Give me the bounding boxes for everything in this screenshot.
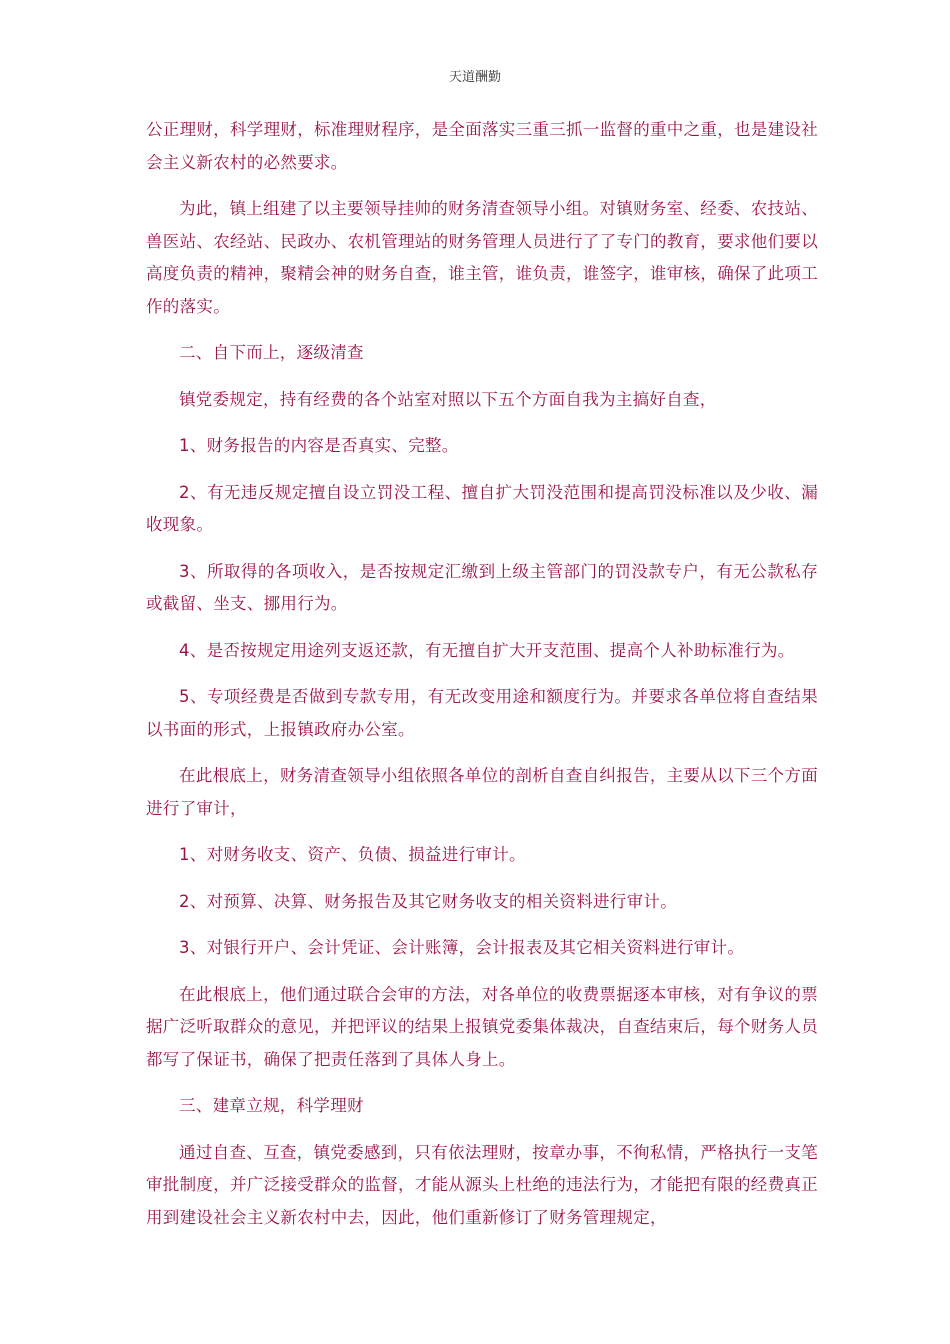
list-item: 1、财务报告的内容是否真实、完整。 xyxy=(179,436,459,455)
paragraph: 为此，镇上组建了以主要领导挂帅的财务清查领导小组。对镇财务室、经委、农技站、兽医站、农经站、民政办、农机管理站的财务管理人员进行了了专门的教育，要求他们要以高度负责的精神，聚精会神的财务自查，谁主管，谁负责，谁签字，谁审核，确保了此项工作的落实。 xyxy=(146,199,818,316)
document-body xyxy=(146,114,818,1248)
paragraph: 通过自查、互查，镇党委感到，只有依法理财，按章办事，不徇私情，严格执行一支笔审批制度，并广泛接受群众的监督，才能从源头上杜绝的违法行为，才能把有限的经费真正用到建设社会主义新农村中去，因此，他们重新修订了财务管理规定， xyxy=(146,1142,818,1227)
section-heading: 二、自下而上，逐级清查 xyxy=(179,343,364,362)
list-item: 2、有无违反规定擅自设立罚没工程、擅自扩大罚没范围和提高罚没标准以及少收、漏收现象。 xyxy=(146,482,818,534)
paragraph: 公正理财，科学理财，标准理财程序，是全面落实三重三抓一监督的重中之重，也是建设社会主义新农村的必然要求。 xyxy=(146,120,818,172)
list-item: 4、是否按规定用途列支返还款，有无擅自扩大开支范围、提高个人补助标准行为。 xyxy=(179,640,795,660)
list-item: 5、专项经费是否做到专款专用，有无改变用途和额度行为。并要求各单位将自查结果以书面的形式，上报镇政府办公室。 xyxy=(146,687,818,739)
list-item: 3、所取得的各项收入，是否按规定汇缴到上级主管部门的罚没款专户，有无公款私存或截留、坐支、挪用行为。 xyxy=(146,561,818,613)
list-item: 1、对财务收支、资产、负债、损益进行审计。 xyxy=(179,845,526,864)
list-item: 3、对银行开户、会计凭证、会计账簿，会计报表及其它相关资料进行审计。 xyxy=(179,938,745,957)
paragraph: 在此根底上，他们通过联合会审的方法，对各单位的收费票据逐本审核，对有争议的票据广泛听取群众的意见，并把评议的结果上报镇党委集体裁决，自查结束后，每个财务人员都写了保证书，确保了把责任落到了具体人身上。 xyxy=(146,984,818,1069)
section-heading: 三、建章立规，科学理财 xyxy=(179,1096,364,1115)
list-item: 2、对预算、决算、财务报告及其它财务收支的相关资料进行审计。 xyxy=(179,891,677,911)
paragraph: 在此根底上，财务清查领导小组依照各单位的剖析自查自纠报告，主要从以下三个方面进行了审计， xyxy=(146,766,818,818)
page-header: 天道酬勤 xyxy=(448,70,501,85)
paragraph: 镇党委规定，持有经费的各个站室对照以下五个方面自我为主搞好自查， xyxy=(179,389,717,409)
